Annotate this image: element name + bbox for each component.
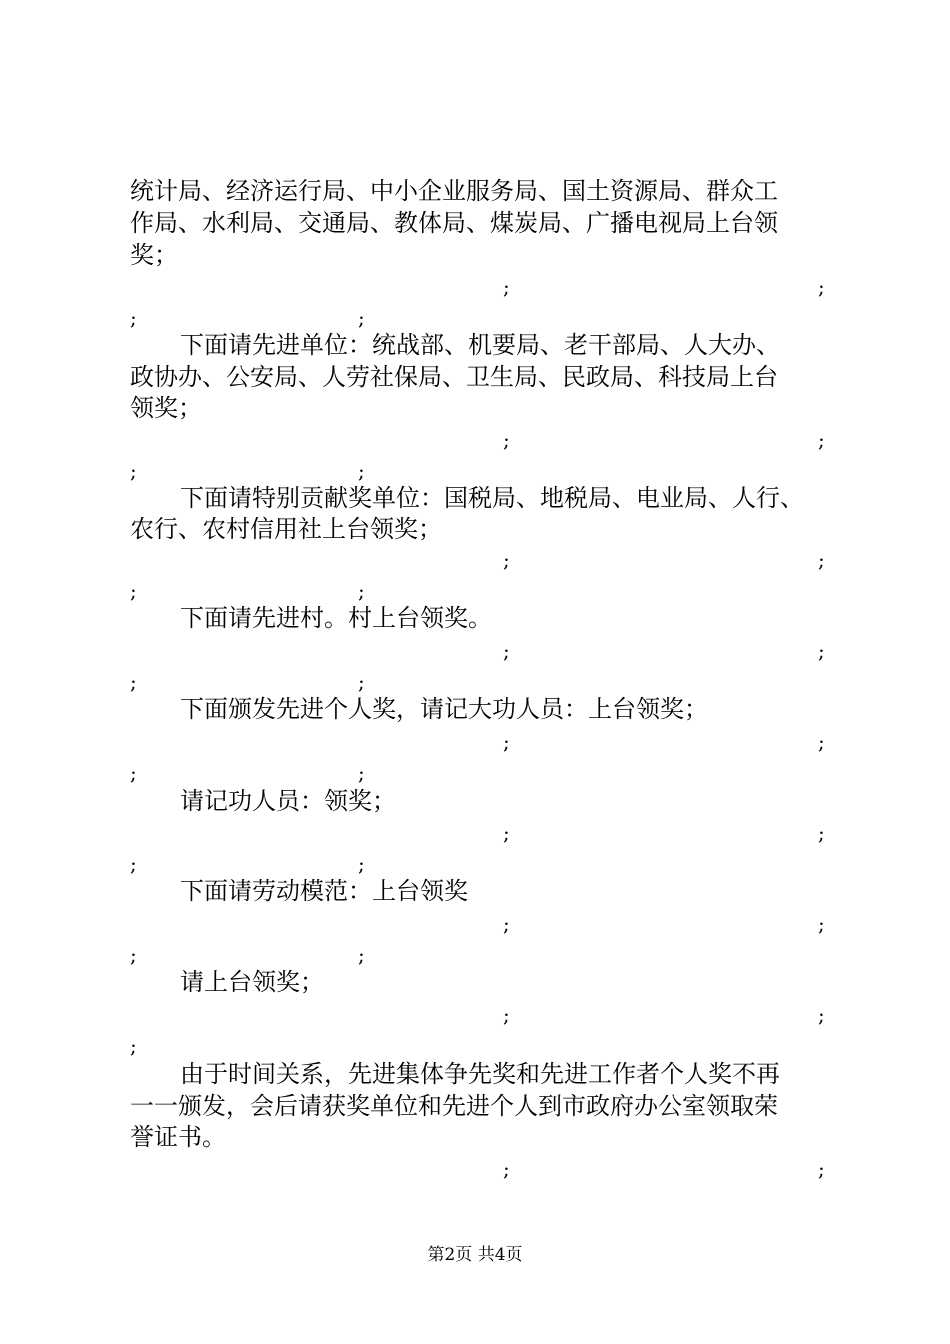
semicolon-mark: ;	[130, 761, 137, 785]
paragraph-line: 领奖；	[130, 394, 202, 422]
paragraph-line: 下面颁发先进个人奖，请记大功人员：上台领奖；	[180, 695, 708, 723]
semicolon-mark: ;	[358, 761, 365, 785]
semicolon-mark: ;	[818, 912, 825, 936]
semicolon-mark: ;	[358, 943, 365, 967]
paragraph-line: 下面请特别贡献奖单位：国税局、地税局、电业局、人行、	[180, 484, 804, 512]
paragraph-line: 一一颁发，会后请获奖单位和先进个人到市政府办公室领取荣	[130, 1092, 778, 1120]
semicolon-mark: ;	[358, 459, 365, 483]
semicolon-mark: ;	[503, 548, 510, 572]
paragraph-line: 由于时间关系，先进集体争先奖和先进工作者个人奖不再	[180, 1060, 780, 1088]
semicolon-mark: ;	[503, 730, 510, 754]
semicolon-mark: ;	[130, 1034, 137, 1058]
paragraph-line: 奖；	[130, 241, 178, 269]
paragraph-line: 下面请先进村。村上台领奖。	[180, 604, 492, 632]
semicolon-mark: ;	[358, 579, 365, 603]
paragraph-line: 下面请劳动模范：上台领奖	[180, 877, 468, 905]
paragraph-line: 农行、农村信用社上台领奖；	[130, 515, 442, 543]
semicolon-mark: ;	[130, 579, 137, 603]
semicolon-mark: ;	[358, 670, 365, 694]
paragraph-line: 政协办、公安局、人劳社保局、卫生局、民政局、科技局上台	[130, 363, 778, 391]
semicolon-mark: ;	[503, 1157, 510, 1181]
semicolon-mark: ;	[130, 306, 137, 330]
semicolon-mark: ;	[818, 275, 825, 299]
semicolon-mark: ;	[503, 912, 510, 936]
semicolon-mark: ;	[503, 639, 510, 663]
semicolon-mark: ;	[130, 670, 137, 694]
paragraph-line: 誉证书。	[130, 1123, 226, 1151]
semicolon-mark: ;	[358, 852, 365, 876]
semicolon-mark: ;	[130, 852, 137, 876]
semicolon-mark: ;	[358, 306, 365, 330]
semicolon-mark: ;	[818, 428, 825, 452]
page-footer: 第2页 共4页	[427, 1245, 523, 1265]
paragraph-line: 下面请先进单位：统战部、机要局、老干部局、人大办、	[180, 331, 780, 359]
semicolon-mark: ;	[503, 821, 510, 845]
paragraph-line: 作局、水利局、交通局、教体局、煤炭局、广播电视局上台领	[130, 209, 778, 237]
semicolon-mark: ;	[130, 459, 137, 483]
semicolon-mark: ;	[818, 639, 825, 663]
semicolon-mark: ;	[503, 428, 510, 452]
semicolon-mark: ;	[503, 1003, 510, 1027]
semicolon-mark: ;	[818, 1003, 825, 1027]
paragraph-line: 请记功人员：领奖；	[180, 787, 396, 815]
paragraph-line: 统计局、经济运行局、中小企业服务局、国土资源局、群众工	[130, 177, 778, 205]
semicolon-mark: ;	[818, 548, 825, 572]
semicolon-mark: ;	[818, 821, 825, 845]
semicolon-mark: ;	[130, 943, 137, 967]
semicolon-mark: ;	[503, 275, 510, 299]
semicolon-mark: ;	[818, 1157, 825, 1181]
paragraph-line: 请上台领奖；	[180, 968, 324, 996]
semicolon-mark: ;	[818, 730, 825, 754]
